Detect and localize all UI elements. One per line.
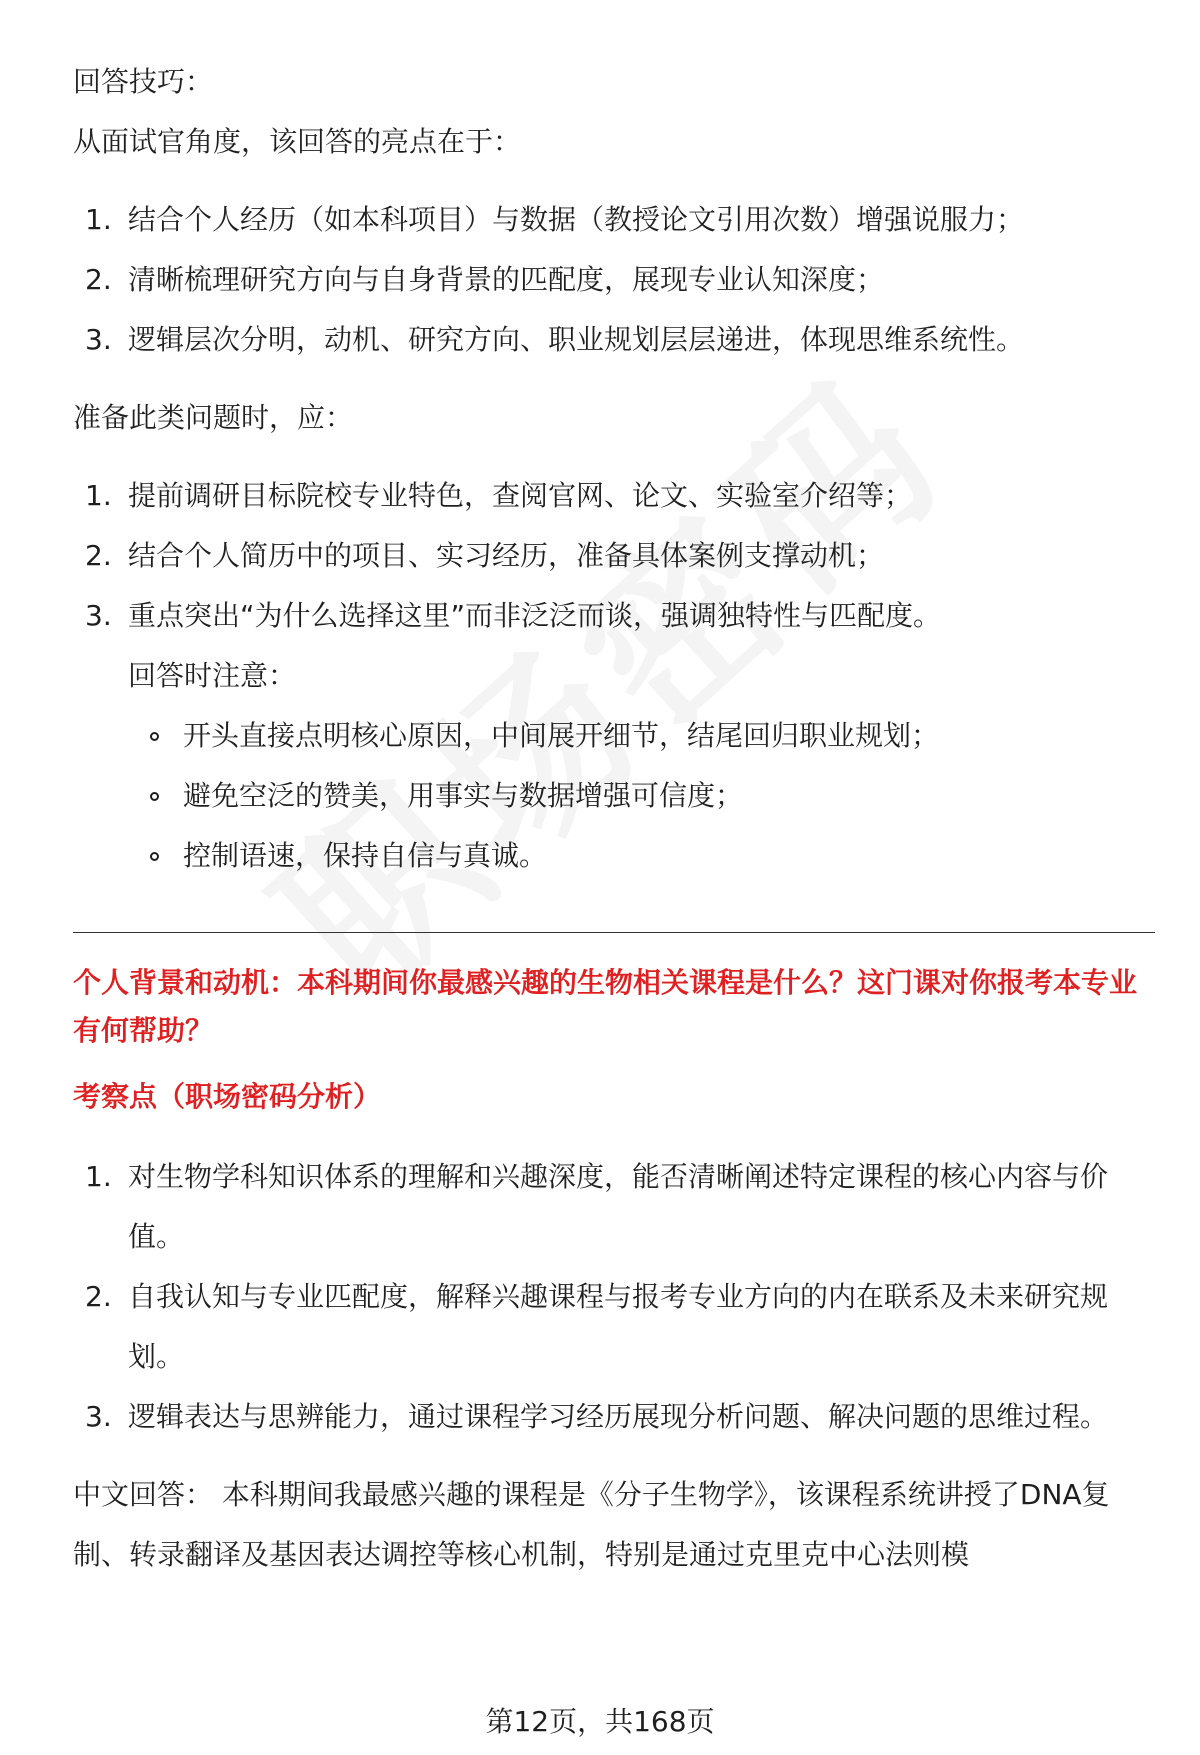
prep-lead: 准备此类问题时，应： — [73, 401, 354, 434]
bullet-circle-icon — [150, 732, 159, 741]
list-item: 3. 逻辑层次分明，动机、研究方向、职业规划层层递进，体现思维系统性。 — [85, 323, 1025, 356]
chinese-answer: 中文回答： 本科期间我最感兴趣的课程是《分子生物学》，该课程系统讲授了DNA复制、转录翻译及基因表达调控等核心机制，特别是通过克里克中心法则模 — [73, 1478, 1110, 1571]
bullet-circle-icon — [150, 852, 159, 861]
list-item: 1. 结合个人经历（如本科项目）与数据（教授论文引用次数）增强说服力； — [85, 203, 1025, 236]
list-item: 1. 对生物学科知识体系的理解和兴趣深度，能否清晰阐述特定课程的核心内容与价值。 — [85, 1160, 1109, 1253]
list-item: 2. 结合个人简历中的项目、实习经历，准备具体案例支撑动机； — [85, 539, 885, 572]
list-item: 3. 逻辑表达与思辨能力，通过课程学习经历展现分析问题、解决问题的思维过程。 — [85, 1400, 1109, 1433]
prep-list — [73, 466, 1153, 646]
list-item: 避免空泛的赞美，用事实与数据增强可信度； — [128, 766, 1153, 826]
list-item: 3. 重点突出“为什么选择这里”而非泛泛而谈，强调独特性与匹配度。 — [85, 599, 942, 632]
focus-title: 考察点（职场密码分析） — [73, 1080, 382, 1113]
list-item: 开头直接点明核心原因，中间展开细节，结尾回归职业规划； — [128, 706, 1153, 766]
answer-tips-label: 回答技巧： — [73, 65, 214, 98]
bullet-circle-icon — [150, 792, 159, 801]
document-page — [73, 52, 1153, 1585]
notes-list — [73, 706, 1153, 886]
note-label: 回答时注意： — [128, 659, 297, 692]
highlights-lead: 从面试官角度，该回答的亮点在于： — [73, 125, 522, 158]
highlights-list — [73, 190, 1153, 370]
list-item: 2. 自我认知与专业匹配度，解释兴趣课程与报考专业方向的内在联系及未来研究规划。 — [85, 1280, 1109, 1373]
list-item: 控制语速，保持自信与真诚。 — [128, 826, 1153, 886]
focus-list — [73, 1147, 1153, 1447]
list-item: 1. 提前调研目标院校专业特色，查阅官网、论文、实验室介绍等； — [85, 479, 913, 512]
list-item: 2. 清晰梳理研究方向与自身背景的匹配度，展现专业认知深度； — [85, 263, 885, 296]
page-number: 第12页，共168页 — [485, 1705, 715, 1738]
question-heading: 个人背景和动机：本科期间你最感兴趣的生物相关课程是什么？这门课对你报考本专业有何帮助？ — [73, 966, 1138, 1047]
